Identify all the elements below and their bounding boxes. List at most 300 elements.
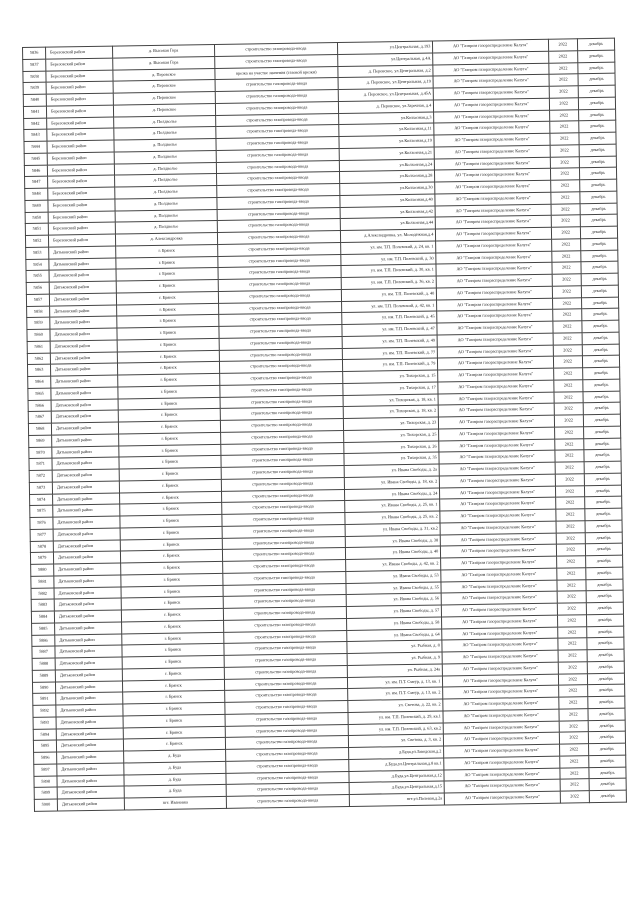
gasification-table bbox=[22, 38, 627, 812]
address-cell: ул. им. Т.П. Полевский, д. 45 bbox=[342, 311, 437, 324]
district-cell: Дятьковский район bbox=[56, 716, 123, 729]
year-cell: 2022 bbox=[549, 62, 578, 74]
organization-cell: АО "Газпром газораспределение Калуга" bbox=[443, 709, 559, 723]
work-type-cell: строительство газопровода-ввода bbox=[221, 501, 345, 515]
month-cell: декабрь bbox=[583, 414, 620, 426]
address-cell: ул. им. П.Т. Смеур, д. 13, кв. 1 bbox=[347, 675, 442, 688]
row-number: 5873 bbox=[29, 482, 52, 494]
district-cell: Дятьковский район bbox=[50, 352, 117, 365]
organization-cell: АО "Газпром газораспределение Калуга" bbox=[435, 157, 551, 171]
row-number: 5837 bbox=[23, 59, 46, 71]
organization-cell: АО "Газпром газораспределение Калуга" bbox=[434, 86, 550, 100]
address-cell: д. Перовское, ул.Центральная, д.19 bbox=[338, 76, 433, 89]
month-cell: декабрь bbox=[585, 532, 622, 544]
year-cell: 2022 bbox=[560, 779, 589, 791]
address-cell: ул. им. Т.П. Полевский, д. 30 bbox=[341, 253, 436, 266]
address-cell: ул. Тихорская, д. 15 bbox=[343, 370, 438, 383]
work-type-cell: строительство газопровода-ввода bbox=[220, 418, 344, 432]
district-cell: Дятьковский район bbox=[50, 305, 117, 318]
work-type-cell: строительство газопровода-ввода bbox=[222, 571, 346, 585]
district-cell: Дятьковский район bbox=[49, 246, 116, 259]
district-cell: Дятьковский район bbox=[56, 727, 123, 740]
work-type-cell: строительство газопровода-ввода bbox=[226, 783, 350, 797]
work-type-cell: строительство газопровода-ввода bbox=[225, 736, 349, 750]
district-cell: Дятьковский район bbox=[56, 704, 123, 717]
organization-cell: АО "Газпром газораспределение Калуга" bbox=[441, 556, 557, 570]
address-cell: ул. Рыбная, д. 9 bbox=[347, 652, 442, 665]
month-cell: декабрь bbox=[583, 426, 620, 438]
district-cell: Дятьковский район bbox=[57, 751, 124, 764]
address-cell: ул. Тихорская, д. 25 bbox=[344, 429, 439, 442]
address-cell: ул. Ивана Свободы, д. 25, кв. 2 bbox=[345, 511, 440, 524]
work-type-cell: строительство газопровода-ввода bbox=[221, 512, 345, 526]
row-number: 5840 bbox=[23, 94, 46, 106]
district-cell: Дятьковский район bbox=[51, 375, 118, 388]
year-cell: 2022 bbox=[557, 579, 586, 591]
district-cell: Березовский район bbox=[48, 211, 115, 224]
year-cell: 2022 bbox=[552, 285, 581, 297]
month-cell: декабрь bbox=[579, 120, 616, 132]
work-type-cell: строительство газопровода-ввода bbox=[223, 583, 347, 597]
work-type-cell: строительство газопровода-ввода bbox=[224, 700, 348, 714]
year-cell: 2022 bbox=[557, 614, 586, 626]
organization-cell: АО "Газпром газораспределение Калуга" bbox=[440, 486, 556, 500]
organization-cell: АО "Газпром газораспределение Калуга" bbox=[444, 779, 560, 793]
address-cell: ул. им. Т.П. Полевский, д. 24, кв. 1 bbox=[341, 241, 436, 254]
row-number: 5882 bbox=[31, 588, 54, 600]
month-cell: декабрь bbox=[578, 109, 615, 121]
district-cell: Дятьковский район bbox=[51, 422, 118, 435]
work-type-cell: строительство газопровода-ввода bbox=[217, 254, 341, 268]
month-cell: декабрь bbox=[587, 649, 624, 661]
organization-cell: АО "Газпром газораспределение Калуга" bbox=[434, 110, 550, 124]
row-number: 5854 bbox=[26, 259, 49, 271]
month-cell: декабрь bbox=[580, 191, 617, 203]
year-cell: 2022 bbox=[559, 732, 588, 744]
row-number: 5852 bbox=[25, 235, 48, 247]
month-cell: декабрь bbox=[584, 496, 621, 508]
year-cell: 2022 bbox=[549, 109, 578, 121]
work-type-cell: строительство газопровода-ввода bbox=[224, 677, 348, 691]
locality-cell: д. Полдволье bbox=[115, 162, 217, 175]
district-cell: Дятьковский район bbox=[54, 575, 121, 588]
district-cell: Березовский район bbox=[47, 117, 114, 130]
address-cell: ул. Ивана Свободы, д. 38 bbox=[345, 534, 440, 547]
district-cell: Березовский район bbox=[47, 152, 114, 165]
row-number: 5851 bbox=[25, 223, 48, 235]
month-cell: декабрь bbox=[579, 167, 616, 179]
month-cell: декабрь bbox=[586, 614, 623, 626]
district-cell: Дятьковский район bbox=[50, 328, 117, 341]
locality-cell: г. Брянск bbox=[119, 432, 221, 445]
address-cell: ул. Светова, д. 3, кв. 2 bbox=[348, 734, 443, 747]
organization-cell: АО "Газпром газораспределение Калуга" bbox=[441, 591, 557, 605]
organization-cell: АО "Газпром газораспределение Калуга" bbox=[435, 168, 551, 182]
address-cell: ул.Колхозная,д.42 bbox=[340, 206, 435, 219]
locality-cell: г. Брянск bbox=[123, 714, 225, 727]
organization-cell: АО "Газпром газораспределение Калуга" bbox=[440, 509, 556, 523]
address-cell: ул.Колхозная,д.24 bbox=[339, 159, 434, 172]
month-cell: декабрь bbox=[579, 156, 616, 168]
work-type-cell: строительство газопровода-ввода bbox=[223, 630, 347, 644]
address-cell: ул. Тихорская, д. 26 bbox=[344, 440, 439, 453]
locality-cell: г. Брянск bbox=[116, 244, 218, 257]
address-cell: ул.Центральная, д.193 bbox=[337, 41, 432, 54]
month-cell: декабрь bbox=[585, 508, 622, 520]
address-cell: ул.Колхозная,д.30 bbox=[340, 182, 435, 195]
month-cell: декабрь bbox=[580, 226, 617, 238]
locality-cell: г. Брянск bbox=[122, 608, 224, 621]
organization-cell: АО "Газпром газораспределение Калуга" bbox=[433, 74, 549, 88]
address-cell: ул. Рыбная, д. 24а bbox=[347, 664, 442, 677]
row-number: 5893 bbox=[33, 717, 56, 729]
work-type-cell: строительство газопровода-ввода bbox=[222, 559, 346, 573]
organization-cell: АО "Газпром газораспределение Калуга" bbox=[437, 286, 553, 300]
row-number: 5895 bbox=[33, 740, 56, 752]
locality-cell: г. Брянск bbox=[123, 679, 225, 692]
locality-cell: д. Высокая Гора bbox=[113, 56, 215, 69]
work-type-cell: строительство газопровода-ввода bbox=[225, 759, 349, 773]
organization-cell: АО "Газпром газораспределение Калуга" bbox=[442, 615, 558, 629]
year-cell: 2022 bbox=[560, 791, 589, 803]
year-cell: 2022 bbox=[556, 567, 585, 579]
year-cell: 2022 bbox=[557, 603, 586, 615]
address-cell: ул. Ивана Свободы, д. 42, кв. 2 bbox=[346, 558, 441, 571]
month-cell: декабрь bbox=[588, 731, 625, 743]
year-cell: 2022 bbox=[552, 297, 581, 309]
year-cell: 2022 bbox=[553, 344, 582, 356]
row-number: 5864 bbox=[28, 376, 51, 388]
locality-cell: г. Брянск bbox=[120, 526, 222, 539]
row-number: 5872 bbox=[29, 470, 52, 482]
district-cell: Дятьковский район bbox=[54, 551, 121, 564]
month-cell: декабрь bbox=[579, 132, 616, 144]
row-number: 5874 bbox=[30, 494, 53, 506]
work-type-cell: строительство газопровода-ввода bbox=[218, 301, 342, 315]
month-cell: декабрь bbox=[583, 391, 620, 403]
month-cell: декабрь bbox=[581, 261, 618, 273]
work-type-cell: строительство газопровода-ввода bbox=[217, 231, 341, 245]
locality-cell: д. Буда bbox=[124, 749, 226, 762]
district-cell: Дятьковский район bbox=[53, 493, 120, 506]
month-cell: декабрь bbox=[579, 179, 616, 191]
row-number: 5896 bbox=[34, 752, 57, 764]
locality-cell: г. Брянск bbox=[123, 702, 225, 715]
month-cell: декабрь bbox=[586, 590, 623, 602]
year-cell: 2022 bbox=[554, 415, 583, 427]
month-cell: декабрь bbox=[578, 73, 615, 85]
month-cell: декабрь bbox=[587, 684, 624, 696]
district-cell: Дятьковский район bbox=[53, 528, 120, 541]
organization-cell: АО "Газпром газораспределение Калуга" bbox=[437, 321, 553, 335]
work-type-cell: строительство газопровода-ввода bbox=[218, 278, 342, 292]
locality-cell: г. Брянск bbox=[117, 291, 219, 304]
year-cell: 2022 bbox=[555, 450, 584, 462]
year-cell: 2022 bbox=[550, 180, 579, 192]
work-type-cell: строительство газопровода-ввода bbox=[224, 642, 348, 656]
work-type-cell: строительство газопровода-ввода bbox=[222, 548, 346, 562]
year-cell: 2022 bbox=[551, 239, 580, 251]
district-cell: Дятьковский район bbox=[57, 786, 124, 799]
month-cell: декабрь bbox=[584, 461, 621, 473]
address-cell: ул. Ивана Свободы, д. 53 bbox=[346, 570, 441, 583]
work-type-cell: строительство газопровода-ввода bbox=[225, 712, 349, 726]
organization-cell: АО "Газпром газораспределение Калуга" bbox=[435, 204, 551, 218]
locality-cell: г. Брянск bbox=[122, 644, 224, 657]
row-number: 5858 bbox=[27, 306, 50, 318]
locality-cell: д. Полдволье bbox=[114, 127, 216, 140]
month-cell: декабрь bbox=[584, 438, 621, 450]
row-number: 5848 bbox=[25, 188, 48, 200]
year-cell: 2022 bbox=[558, 685, 587, 697]
locality-cell: г. Брянск bbox=[116, 268, 218, 281]
month-cell: декабрь bbox=[589, 778, 626, 790]
organization-cell: АО "Газпром газораспределение Калуга" bbox=[433, 51, 549, 65]
year-cell: 2022 bbox=[554, 438, 583, 450]
locality-cell: г. Брянск bbox=[121, 597, 223, 610]
month-cell: декабрь bbox=[584, 449, 621, 461]
year-cell: 2022 bbox=[556, 532, 585, 544]
work-type-cell: строительство газопровода-ввода bbox=[217, 207, 341, 221]
locality-cell: г. Брянск bbox=[119, 456, 221, 469]
locality-cell: д. Перовское bbox=[113, 80, 215, 93]
row-number: 5861 bbox=[27, 341, 50, 353]
locality-cell: г. Брянск bbox=[118, 397, 220, 410]
district-cell: Дятьковский район bbox=[56, 739, 123, 752]
year-cell: 2022 bbox=[550, 133, 579, 145]
work-type-cell: строительство газопровода-ввода bbox=[223, 618, 347, 632]
organization-cell: АО "Газпром газораспределение Калуга" bbox=[442, 603, 558, 617]
month-cell: декабрь bbox=[578, 97, 615, 109]
district-cell: Дятьковский район bbox=[50, 340, 117, 353]
district-cell: Березовский район bbox=[47, 164, 114, 177]
address-cell: ул. Светова, д. 22, кв. 2 bbox=[348, 699, 443, 712]
work-type-cell: строительство газопровода-ввода bbox=[216, 137, 340, 151]
address-cell: ул.Колхозная,д.40 bbox=[340, 194, 435, 207]
month-cell: декабрь bbox=[579, 144, 616, 156]
district-cell: Дятьковский район bbox=[52, 481, 119, 494]
row-number: 5847 bbox=[25, 176, 48, 188]
month-cell: декабрь bbox=[578, 62, 615, 74]
organization-cell: АО "Газпром газораспределение Калуга" bbox=[443, 685, 559, 699]
work-type-cell: строительство газопровода-ввода bbox=[226, 771, 350, 785]
locality-cell: д. Александровка bbox=[116, 232, 218, 245]
district-cell: Дятьковский район bbox=[51, 399, 118, 412]
year-cell: 2022 bbox=[555, 485, 584, 497]
locality-cell: г. Брянск bbox=[118, 385, 220, 398]
district-cell: Березовский район bbox=[46, 93, 113, 106]
work-type-cell: строительство газопровода-ввода bbox=[219, 348, 343, 362]
year-cell: 2022 bbox=[549, 98, 578, 110]
district-cell: Дятьковский район bbox=[51, 410, 118, 423]
row-number: 5855 bbox=[26, 270, 49, 282]
district-cell: Дятьковский район bbox=[49, 281, 116, 294]
address-cell: д.Буда,ул.Центральная,д.12 bbox=[349, 769, 444, 782]
address-cell: д. Перовское, ул.Заречная, д.4 bbox=[338, 100, 433, 113]
address-cell: ул. им. Т.П. Полевский, д. 36, кв. 2 bbox=[341, 276, 436, 289]
address-cell: ул. Ивана Свободы, д. 2а bbox=[344, 464, 439, 477]
month-cell: декабрь bbox=[577, 50, 614, 62]
district-cell: Дятьковский район bbox=[54, 598, 121, 611]
row-number: 5883 bbox=[31, 599, 54, 611]
row-number: 5876 bbox=[30, 517, 53, 529]
locality-cell: г. Брянск bbox=[120, 503, 222, 516]
year-cell: 2022 bbox=[553, 321, 582, 333]
row-number: 5853 bbox=[26, 247, 49, 259]
work-type-cell: строительство газопровода-ввода bbox=[220, 430, 344, 444]
organization-cell: АО "Газпром газораспределение Калуга" bbox=[441, 580, 557, 594]
row-number: 5856 bbox=[26, 282, 49, 294]
organization-cell: АО "Газпром газораспределение Калуга" bbox=[439, 415, 555, 429]
organization-cell: АО "Газпром газораспределение Калуга" bbox=[436, 239, 552, 253]
address-cell: ул.Колхозная,д.19 bbox=[339, 135, 434, 148]
address-cell: ул. им. Т.П. Полевский, д. 42, кв. 1 bbox=[342, 300, 437, 313]
year-cell: 2022 bbox=[553, 379, 582, 391]
year-cell: 2022 bbox=[558, 697, 587, 709]
district-cell: Дятьковский район bbox=[52, 446, 119, 459]
year-cell: 2022 bbox=[558, 638, 587, 650]
address-cell: ул. Ивана Свободы, д. 31, кв.2 bbox=[345, 523, 440, 536]
month-cell: декабрь bbox=[587, 673, 624, 685]
year-cell: 2022 bbox=[548, 39, 577, 51]
locality-cell: г. Брянск bbox=[121, 538, 223, 551]
locality-cell: г. Брянск bbox=[123, 667, 225, 680]
month-cell: декабрь bbox=[586, 602, 623, 614]
table-body bbox=[23, 38, 627, 811]
address-cell: ул. Ивана Свободы, д. 40 bbox=[345, 546, 440, 559]
row-number: 5838 bbox=[23, 71, 46, 83]
month-cell: декабрь bbox=[586, 579, 623, 591]
district-cell: Дятьковский район bbox=[56, 692, 123, 705]
locality-cell: г. Брянск bbox=[117, 326, 219, 339]
address-cell: ул. им. Т.П. Полевский, д. 63, кв.2 bbox=[348, 722, 443, 735]
district-cell: Дятьковский район bbox=[57, 774, 124, 787]
row-number: 5899 bbox=[34, 787, 57, 799]
organization-cell: АО "Газпром газораспределение Калуга" bbox=[444, 732, 560, 746]
year-cell: 2022 bbox=[556, 544, 585, 556]
district-cell: Дятьковский район bbox=[55, 657, 122, 670]
row-number: 5841 bbox=[23, 106, 46, 118]
organization-cell: АО "Газпром газораспределение Калуга" bbox=[439, 427, 555, 441]
row-number: 5897 bbox=[34, 764, 57, 776]
work-type-cell: строительство газопровода-ввода bbox=[218, 289, 342, 303]
organization-cell: АО "Газпром газораспределение Калуга" bbox=[445, 791, 561, 805]
year-cell: 2022 bbox=[550, 145, 579, 157]
address-cell: ул.Колхозная,д.11 bbox=[339, 123, 434, 136]
month-cell: декабрь bbox=[589, 790, 626, 802]
year-cell: 2022 bbox=[551, 192, 580, 204]
organization-cell: АО "Газпром газораспределение Калуга" bbox=[433, 39, 549, 53]
row-number: 5846 bbox=[24, 165, 47, 177]
row-number: 5887 bbox=[32, 646, 55, 658]
year-cell: 2022 bbox=[551, 215, 580, 227]
year-cell: 2022 bbox=[548, 51, 577, 63]
work-type-cell: строительство газопровода-ввода bbox=[220, 442, 344, 456]
address-cell: ул.Колхозная,д.28 bbox=[340, 170, 435, 183]
work-type-cell: строительство газопровода-ввода bbox=[216, 172, 340, 186]
address-cell: ул. Ивана Свободы, д. 56 bbox=[346, 593, 441, 606]
year-cell: 2022 bbox=[552, 309, 581, 321]
year-cell: 2022 bbox=[559, 720, 588, 732]
month-cell: декабрь bbox=[587, 637, 624, 649]
month-cell: декабрь bbox=[585, 543, 622, 555]
organization-cell: АО "Газпром газораспределение Калуга" bbox=[437, 298, 553, 312]
district-cell: Дятьковский район bbox=[57, 763, 124, 776]
month-cell: декабрь bbox=[588, 708, 625, 720]
year-cell: 2022 bbox=[559, 708, 588, 720]
month-cell: декабрь bbox=[588, 696, 625, 708]
work-type-cell: строительство газопровода-ввода bbox=[216, 148, 340, 162]
row-number: 5875 bbox=[30, 505, 53, 517]
district-cell: Дятьковский район bbox=[57, 798, 124, 811]
work-type-cell: строительство газопровода-ввода bbox=[215, 90, 339, 104]
month-cell: декабрь bbox=[581, 273, 618, 285]
month-cell: декабрь bbox=[581, 308, 618, 320]
row-number: 5845 bbox=[24, 153, 47, 165]
row-number: 5857 bbox=[26, 294, 49, 306]
organization-cell: АО "Газпром газораспределение Калуга" bbox=[442, 638, 558, 652]
month-cell: декабрь bbox=[584, 485, 621, 497]
district-cell: Дятьковский район bbox=[55, 645, 122, 658]
locality-cell: д. Полдволье bbox=[116, 221, 218, 234]
organization-cell: АО "Газпром газораспределение Калуга" bbox=[442, 650, 558, 664]
organization-cell: АО "Газпром газораспределение Калуга" bbox=[441, 568, 557, 582]
row-number: 5889 bbox=[32, 670, 55, 682]
locality-cell: г. Брянск bbox=[116, 256, 218, 269]
month-cell: декабрь bbox=[581, 250, 618, 262]
locality-cell: г. Брянск bbox=[117, 303, 219, 316]
year-cell: 2022 bbox=[550, 168, 579, 180]
year-cell: 2022 bbox=[549, 74, 578, 86]
locality-cell: г. Брянск bbox=[123, 691, 225, 704]
locality-cell: д. Полдволье bbox=[115, 197, 217, 210]
row-number: 5866 bbox=[28, 400, 51, 412]
month-cell: декабрь bbox=[584, 473, 621, 485]
month-cell: декабрь bbox=[580, 214, 617, 226]
locality-cell: д. Буда bbox=[124, 761, 226, 774]
district-cell: Дятьковский район bbox=[52, 434, 119, 447]
row-number: 5843 bbox=[24, 129, 47, 141]
year-cell: 2022 bbox=[554, 391, 583, 403]
row-number: 5839 bbox=[23, 82, 46, 94]
locality-cell: д. Полдволье bbox=[115, 185, 217, 198]
address-cell: ул.Колхозная,д.44 bbox=[340, 217, 435, 230]
month-cell: декабрь bbox=[582, 332, 619, 344]
year-cell: 2022 bbox=[553, 368, 582, 380]
work-type-cell: строительство газопровода-ввода bbox=[215, 113, 339, 127]
address-cell: ул. Ивана Свободы, д. 57 bbox=[346, 605, 441, 618]
year-cell: 2022 bbox=[558, 650, 587, 662]
address-cell: ул. Тихорская, д. 23 bbox=[343, 417, 438, 430]
district-cell: Дятьковский район bbox=[53, 540, 120, 553]
address-cell: ул. им. Т.П. Полевский, д. 47 bbox=[342, 323, 437, 336]
year-cell: 2022 bbox=[560, 767, 589, 779]
organization-cell: АО "Газпром газораспределение Калуга" bbox=[437, 333, 553, 347]
locality-cell: д. Буда bbox=[124, 785, 226, 798]
month-cell: декабрь bbox=[583, 379, 620, 391]
organization-cell: АО "Газпром газораспределение Калуга" bbox=[435, 192, 551, 206]
work-type-cell: строительство газопровода-ввода bbox=[215, 125, 339, 139]
work-type-cell: строительство газопровода-ввода bbox=[221, 489, 345, 503]
work-type-cell: строительство газопровода-ввода bbox=[221, 477, 345, 491]
work-type-cell: строительство газопровода-ввода bbox=[222, 536, 346, 550]
organization-cell: АО "Газпром газораспределение Калуга" bbox=[436, 227, 552, 241]
locality-cell: г. Брянск bbox=[117, 315, 219, 328]
year-cell: 2022 bbox=[554, 426, 583, 438]
locality-cell: д. Полдволье bbox=[115, 174, 217, 187]
row-number: 5885 bbox=[32, 623, 55, 635]
address-cell: ул. Рыбная, д. 8 bbox=[347, 640, 442, 653]
